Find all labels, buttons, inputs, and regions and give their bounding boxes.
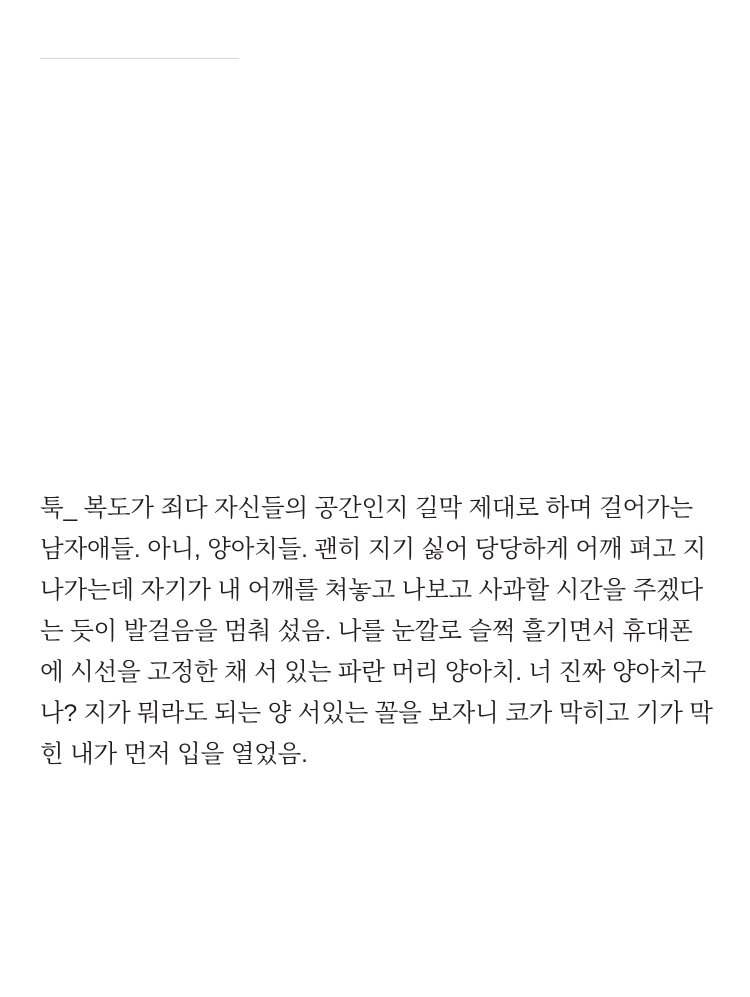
top-divider <box>40 58 239 59</box>
body-paragraph: 툭_ 복도가 죄다 자신들의 공간인지 길막 제대로 하며 걸어가는 남자애들. 아니, 양아치들. 괜히 지기 싫어 당당하게 어깨 펴고 지나가는데 자기가 내 어깨를 쳐놓고 나보고 사과할 시간을 주겠다는 듯이 발걸음을 멈춰 섰음. 나를 눈깔로 슬쩍 흘기면서 휴대폰에 시선을 고정한 채 서 있는 파란 머리 양아치. 너 진짜 양아치구나? 지가 뭐라도 되는 양 서있는 꼴을 보자니 코가 막히고 기가 막힌 내가 먼저 입을 열었음. <box>40 495 713 768</box>
